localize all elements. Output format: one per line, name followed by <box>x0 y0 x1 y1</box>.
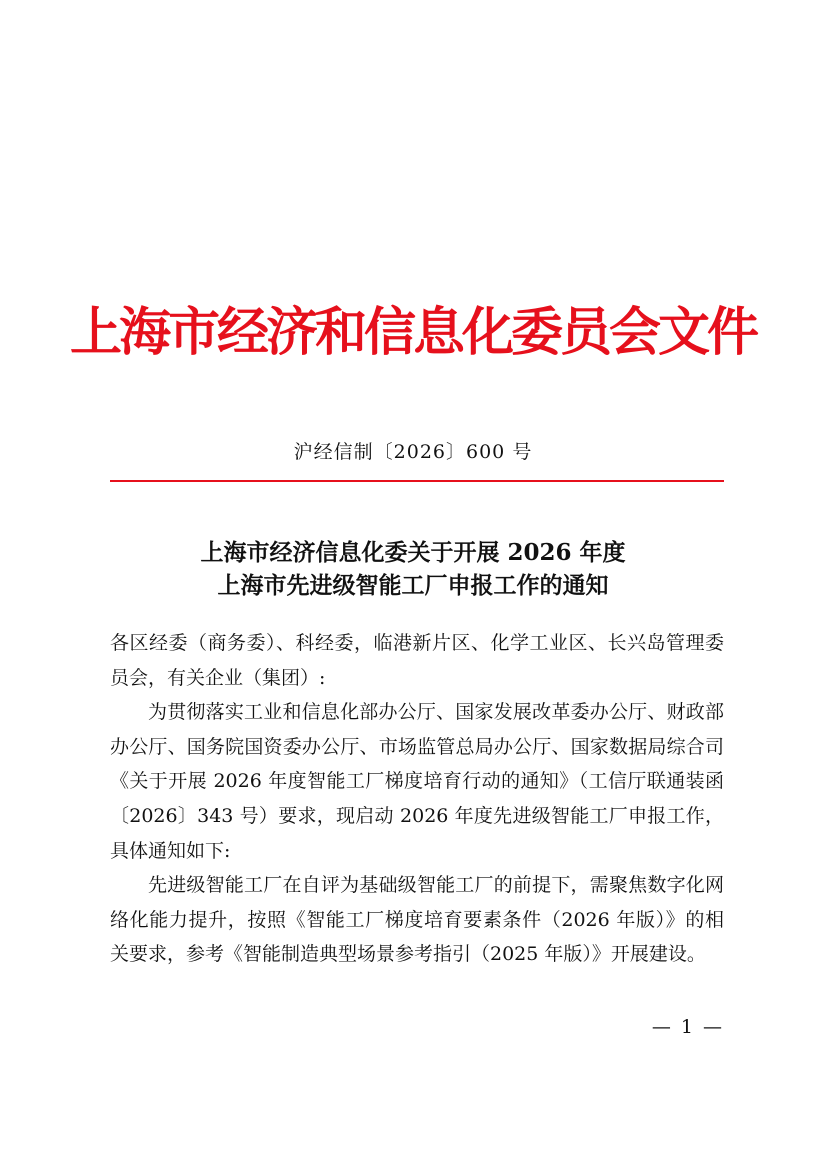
subject-line-2: 上海市先进级智能工厂申报工作的通知 <box>217 572 609 599</box>
document-body <box>110 626 724 972</box>
document-subject <box>0 536 826 602</box>
subject-line-1: 上海市经济信息化委关于开展 2026 年度 <box>200 539 626 566</box>
body-paragraph-2: 先进级智能工厂在自评为基础级智能工厂的前提下，需聚焦数字化网络化能力提升，按照《智能工厂梯度培育要素条件（2026 年版）》的相关要求，参考《智能制造典型场景参考指引（2025 年版）》开展建设。 <box>110 874 724 966</box>
issuer-title: 上海市经济和信息化委员会文件 <box>69 302 756 363</box>
page-number: — 1 — <box>651 1016 724 1038</box>
document-number: 沪经信制〔2026〕600 号 <box>293 441 533 463</box>
body-paragraph-1: 为贯彻落实工业和信息化部办公厅、国家发展改革委办公厅、财政部办公厅、国务院国资委办公厅、市场监管总局办公厅、国家数据局综合司《关于开展 2026 年度智能工厂梯度培育行动的通知》（工信厅联通装函〔2026〕343 号）要求，现启动 2026 年度先进级智能工厂申报工作，具体通知如下: <box>110 701 724 862</box>
red-separator-line <box>110 480 724 482</box>
addressees: 各区经委（商务委）、科经委，临港新片区、化学工业区、长兴岛管理委员会，有关企业（集团）: <box>110 632 724 689</box>
